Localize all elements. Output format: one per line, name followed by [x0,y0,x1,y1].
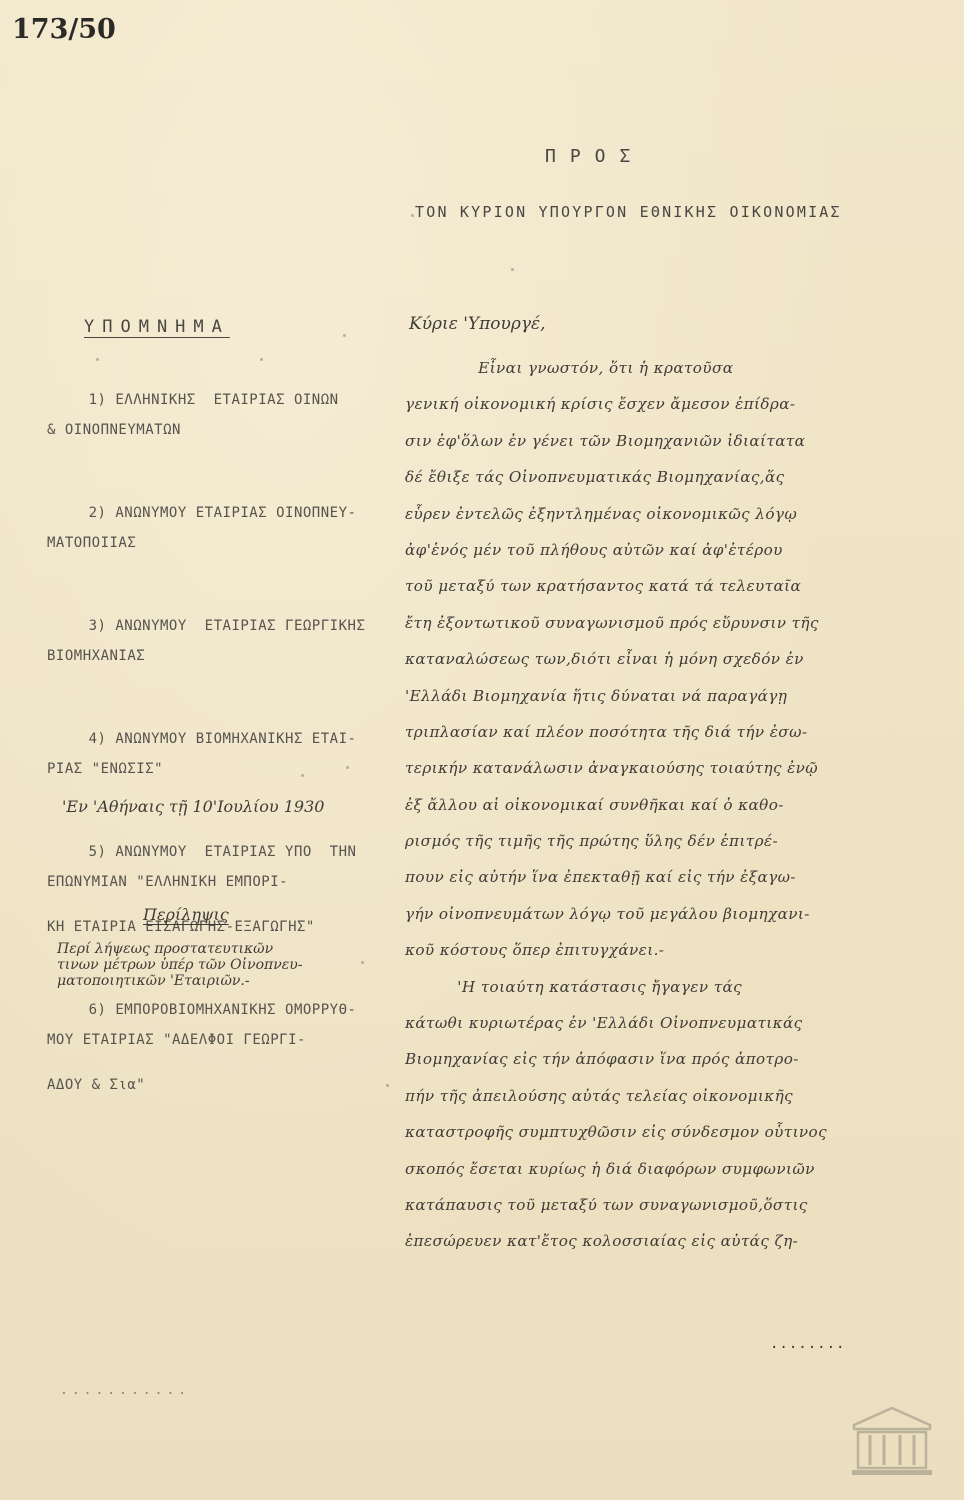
company-line: ΑΔΟΥ & Σια" [47,1077,146,1093]
summary-line: τινων μέτρων ὑπέρ τῶν Οἰνοπνευ- [57,957,303,973]
addressee-line: ΤΟΝ ΚΥΡΙΟΝ ΥΠΟΥΡΓΟΝ ΕΘΝΙΚΗΣ ΟΙΚΟΝΟΜΙΑΣ [415,203,842,221]
company-item [35,988,407,1123]
company-line: 6) ΕΜΠΟΡΟΒΙΟΜΗΧΑΝΙΚΗΣ ΟΜΟΡΡΥΘ- [88,1002,357,1018]
letter-line: γήν οἰνοπνευμάτων λόγῳ τοῦ μεγάλου βιομηχανι- [405,904,810,923]
company-item [35,717,407,807]
continuation-dots: ........ [770,1336,846,1352]
summary-line: ματοποιητικῶν 'Εταιριῶν.- [57,973,250,989]
company-line: 3) ΑΝΩΝΥΜΟΥ ΕΤΑΙΡΙΑΣ ΓΕΩΡΓΙΚΗΣ [88,618,366,634]
letter-line: ρισμός τῆς τιμῆς τῆς πρώτης ὕλης δέν ἐπιτρέ- [405,832,779,851]
archive-stamp-logo [846,1405,938,1479]
company-line: ΕΠΩΝΥΜΙΑΝ "ΕΛΛΗΝΙΚΗ ΕΜΠΟΡΙ- [47,874,289,890]
letter-line: καταναλώσεως των,διότι εἶναι ἡ μόνη σχεδόν ἐν [405,650,804,669]
company-line: 2) ΑΝΩΝΥΜΟΥ ΕΤΑΙΡΙΑΣ ΟΙΝΟΠΝΕΥ- [88,505,357,521]
summary-title: Περίληψις [143,905,229,924]
letter-line: δέ ἔθιξε τάς Οἰνοπνευματικάς Βιομηχανίας,ἅς [405,468,785,487]
letter-line: κατάπαυσις τοῦ μεταξύ των συναγωνισμοῦ,ὅστις [405,1195,808,1214]
recipient-heading: ΠΡΟΣ [545,146,645,167]
letter-line: πουν εἰς αὐτήν ἵνα ἐπεκταθῇ καί εἰς τήν ἐξαγω- [405,868,796,887]
company-line: ΜΑΤΟΠΟΙΙΑΣ [47,535,137,551]
company-line: 4) ΑΝΩΝΥΜΟΥ ΒΙΟΜΗΧΑΝΙΚΗΣ ΕΤΑΙ- [88,731,357,747]
letter-line: ἀφ'ἑνός μέν τοῦ πλήθους αὐτῶν καί ἀφ'ἑτέρου [405,540,783,559]
letter-line: Βιομηχανίας εἰς τήν ἀπόφασιν ἵνα πρός ἀποτρο- [405,1050,799,1069]
letter-line: ἔτη ἐξοντωτικοῦ συναγωνισμοῦ πρός εὕρυνσιν τῆς [405,613,819,632]
company-line: ΒΙΟΜΗΧΑΝΙΑΣ [47,648,146,664]
company-line: 1) ΕΛΛΗΝΙΚΗΣ ΕΤΑΙΡΙΑΣ ΟΙΝΩΝ [88,392,339,408]
letter-line: πήν τῆς ἀπειλούσης αὐτάς τελείας οἰκονομικῆς [405,1086,794,1105]
company-line: ΡΙΑΣ "ΕΝΩΣΙΣ" [47,761,164,777]
company-item [35,604,407,694]
letter-line: εὗρεν ἐντελῶς ἐξηντλημένας οἰκονομικῶς λόγῳ [405,504,798,523]
letter-line: τοῦ μεταξύ των κρατήσαντος κατά τά τελευταῖα [405,577,802,596]
letter-line: 'Ελλάδι Βιομηχανία ἥτις δύναται νά παραγάγῃ [405,686,788,705]
company-line: & ΟΙΝΟΠΝΕΥΜΑΤΩΝ [47,422,181,438]
company-list [35,378,407,1146]
letter-line: ἐξ ἄλλου αἱ οἰκονομικαί συνθῆκαι καί ὁ καθο- [405,795,784,814]
left-dots: ........... [60,1383,191,1398]
letter-line: καταστροφῆς συμπτυχθῶσιν εἰς σύνδεσμον οὗτινος [405,1123,828,1142]
letter-line: τερικήν κατανάλωσιν ἀναγκαιούσης τοιαύτης ἐνῷ [405,759,819,778]
salutation: Κύριε 'Υπουργέ, [409,314,546,334]
company-item [35,491,407,581]
company-line: 5) ΑΝΩΝΥΜΟΥ ΕΤΑΙΡΙΑΣ ΥΠΟ ΤΗΝ [88,844,357,860]
letter-line: γενική οἰκονομική κρίσις ἔσχεν ἄμεσον ἐπίδρα- [405,395,796,414]
memorandum-title: ΥΠΟΜΝΗΜΑ [84,317,230,337]
folio-number: 173/50 [12,14,116,45]
letter-line: κοῦ κόστους ὅπερ ἐπιτυγχάνει.- [405,941,665,960]
letter-line: ἐπεσώρευεν κατ'ἔτος κολοσσιαίας εἰς αὐτάς ζη- [405,1232,799,1251]
company-item [35,378,407,468]
letter-line: 'Η τοιαύτη κατάστασις ἤγαγεν τάς [405,977,743,996]
company-line: ΜΟΥ ΕΤΑΙΡΙΑΣ "ΑΔΕΛΦΟΙ ΓΕΩΡΓΙ- [47,1032,306,1048]
letter-line: τριπλασίαν καί πλέον ποσότητα τῆς διά τήν ἐσω- [405,722,808,741]
letter-line: σκοπός ἔσεται κυρίως ἡ διά διαφόρων συμφωνιῶν [405,1159,815,1178]
letter-line: σιν ἐφ'ὅλων ἐν γένει τῶν Βιομηχανιῶν ἰδιαίτατα [405,431,806,450]
letter-line: Εἶναι γνωστόν, ὅτι ἡ κρατοῦσα [405,359,734,377]
letter-line: κάτωθι κυριωτέρας ἐν 'Ελλάδι Οἰνοπνευματικάς [405,1014,803,1033]
date-line: 'Εν 'Αθήναις τῇ 10'Ιουλίου 1930 [62,797,325,816]
letter-body [405,350,945,1260]
summary-line: Περί λήψεως προστατευτικῶν [57,941,274,957]
summary-text [57,941,387,989]
company-line: ΚΗ ΕΤΑΙΡΙΑ ΕΙΣΑΓΩΓΗΣ-ΕΞΑΓΩΓΗΣ" [47,919,315,935]
